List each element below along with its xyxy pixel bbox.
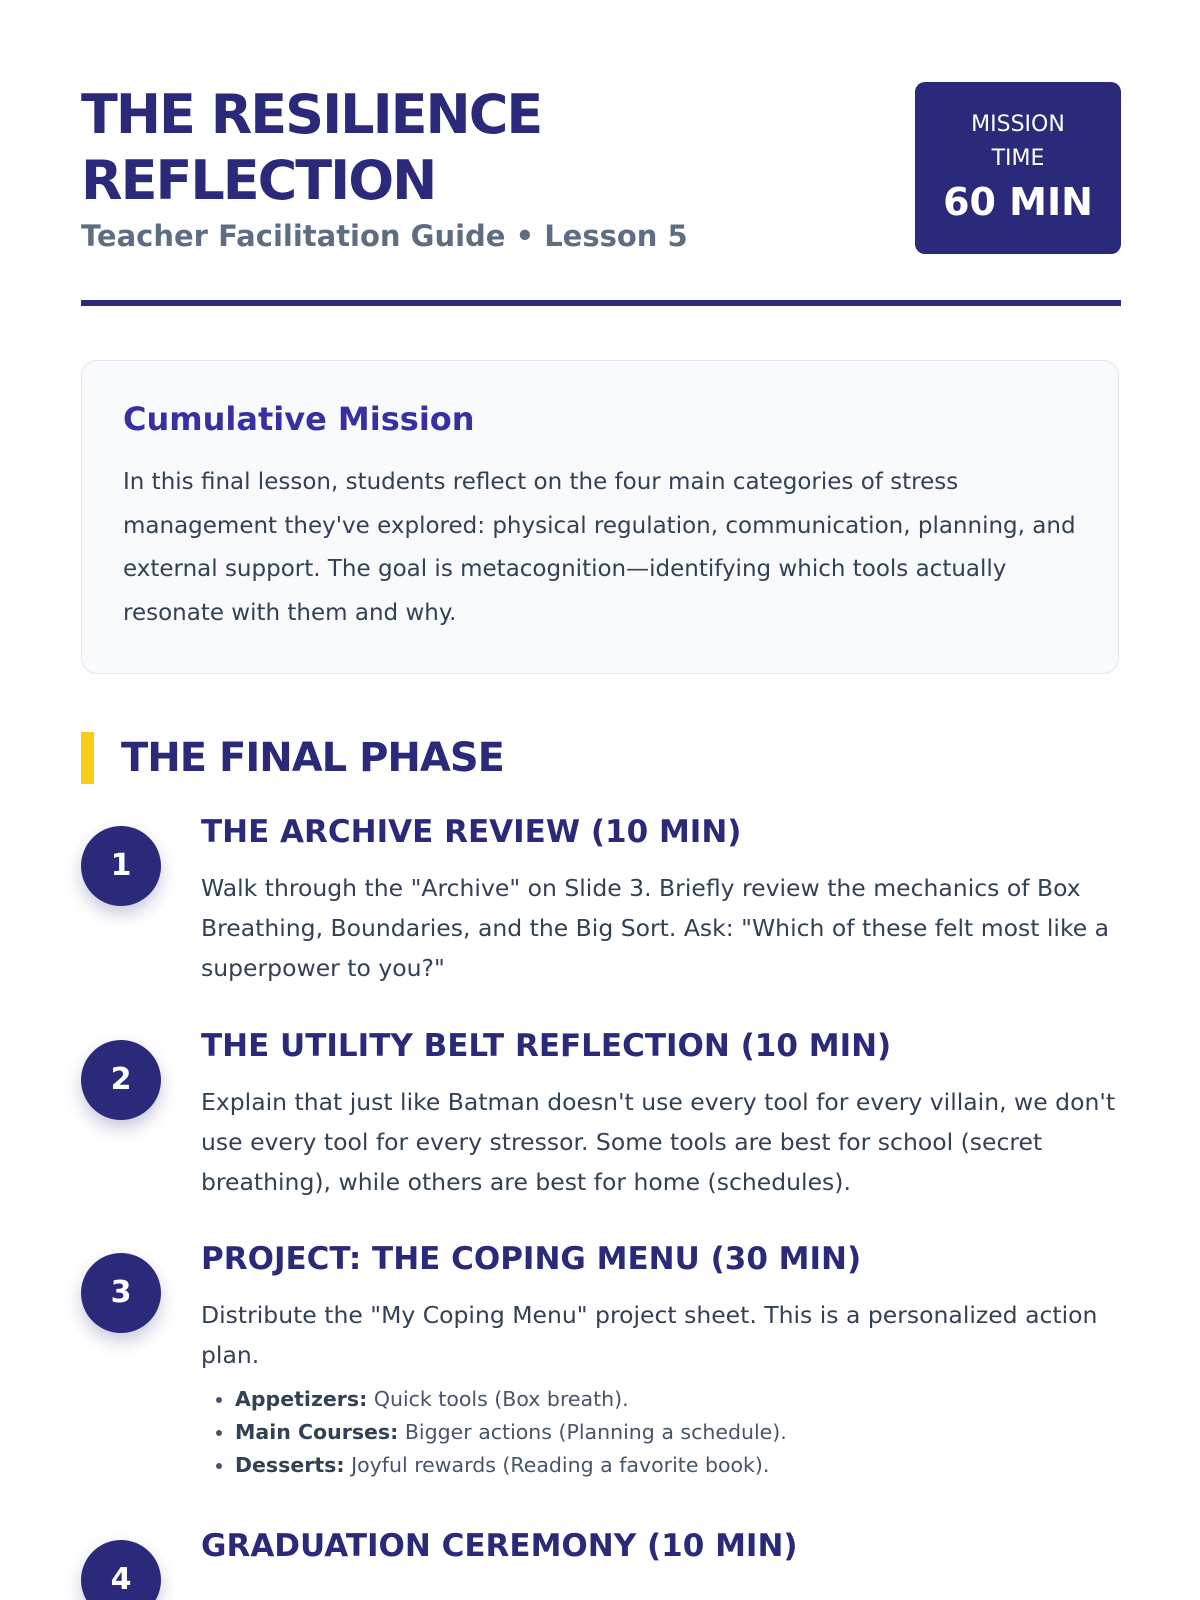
section-title: THE FINAL PHASE bbox=[121, 735, 504, 781]
step-title: PROJECT: THE COPING MENU (30 MIN) bbox=[201, 1241, 862, 1277]
cumulative-mission-card bbox=[81, 360, 1119, 674]
step-title: GRADUATION CEREMONY (10 MIN) bbox=[201, 1528, 798, 1564]
section-accent-bar bbox=[81, 732, 94, 784]
menu-item-label: Desserts: bbox=[235, 1453, 345, 1477]
mission-time-value: 60 MIN bbox=[943, 180, 1093, 224]
list-item bbox=[235, 1449, 787, 1482]
mission-title: Cumulative Mission bbox=[123, 400, 475, 438]
menu-item-text: Quick tools (Box breath). bbox=[367, 1387, 629, 1411]
step-number-badge: 1 bbox=[81, 826, 161, 906]
step-number-badge: 3 bbox=[81, 1253, 161, 1333]
step-title: THE ARCHIVE REVIEW (10 MIN) bbox=[201, 814, 742, 850]
menu-item-label: Main Courses: bbox=[235, 1420, 399, 1444]
page-title: THE RESILIENCE REFLECTION bbox=[81, 83, 542, 212]
step-title: THE UTILITY BELT REFLECTION (10 MIN) bbox=[201, 1028, 892, 1064]
step-description: Explain that just like Batman doesn't use every tool for every villain, we don't use every tool for every stressor. Some tools are best for school (secret breathing), while others are best for home (schedules). bbox=[201, 1088, 1116, 1196]
step-number-badge: 2 bbox=[81, 1040, 161, 1120]
mission-time-badge bbox=[915, 82, 1121, 254]
section-heading bbox=[81, 732, 981, 784]
coping-menu-list bbox=[201, 1383, 787, 1482]
header-divider bbox=[81, 300, 1121, 306]
step-description: Walk through the "Archive" on Slide 3. Briefly review the mechanics of Box Breathing, Boundaries, and the Big Sort. Ask: "Which of these felt most like a superpower to you?" bbox=[201, 874, 1110, 982]
menu-item-text: Bigger actions (Planning a schedule). bbox=[398, 1420, 787, 1444]
step-number-badge: 4 bbox=[81, 1540, 161, 1600]
list-item bbox=[235, 1416, 787, 1449]
mission-time-label: MISSION TIME bbox=[971, 112, 1065, 171]
page-subtitle: Teacher Facilitation Guide • Lesson 5 bbox=[81, 219, 688, 253]
mission-body: In this final lesson, students reflect on the four main categories of stress management they've explored: physical regulation, communication, planning, and external support. The goal is metacognition—identifying which tools actually resonate with them and why. bbox=[123, 469, 1076, 626]
menu-item-text: Joyful rewards (Reading a favorite book). bbox=[344, 1453, 770, 1477]
menu-item-label: Appetizers: bbox=[235, 1387, 368, 1411]
page-header bbox=[81, 82, 1121, 272]
list-item bbox=[235, 1383, 787, 1416]
step-description: Distribute the "My Coping Menu" project sheet. This is a personalized action plan. bbox=[201, 1301, 1098, 1369]
